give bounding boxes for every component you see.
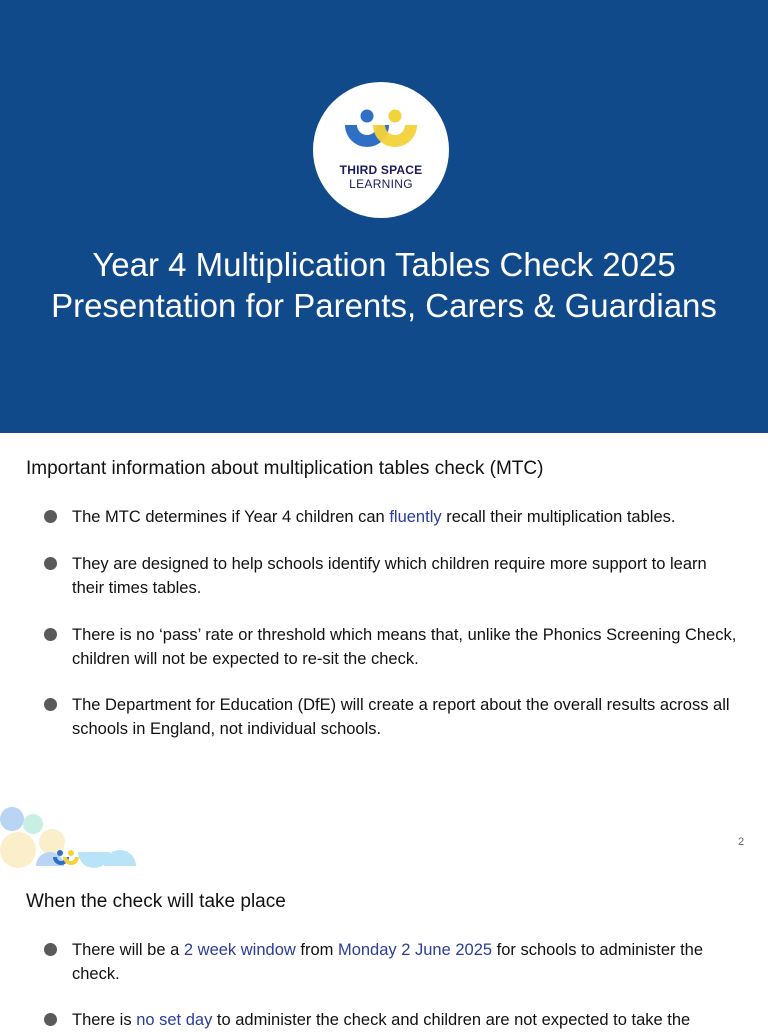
presentation-title bbox=[0, 244, 768, 326]
bullet-text-run: recall their multiplication tables. bbox=[441, 508, 676, 526]
slide-2-bullet-text bbox=[72, 552, 737, 600]
decorative-shapes-logo-icon bbox=[0, 802, 140, 868]
page-number: 2 bbox=[738, 836, 745, 848]
slide-2-bullet-text bbox=[72, 623, 737, 671]
highlighted-text: fluently bbox=[389, 508, 442, 526]
highlighted-text: 2 week window bbox=[183, 941, 296, 959]
bullet-dot-icon bbox=[44, 557, 57, 570]
bullet-dot-icon bbox=[44, 510, 57, 523]
slide-2-bullet-text bbox=[72, 505, 737, 529]
bullet-text-run: to administer the check and children are not expected to take the bbox=[212, 1011, 691, 1029]
highlighted-text: no set day bbox=[136, 1011, 213, 1029]
highlighted-text: Monday 2 June 2025 bbox=[337, 941, 493, 959]
bullet-text-run: There is no ‘pass’ rate or threshold which means that, unlike the Phonics Screening Check, children will not be expected to re-sit the check. bbox=[72, 626, 737, 668]
logo-badge bbox=[313, 82, 449, 218]
bullet-text-run: The Department for Education (DfE) will create a report about the overall results across all schools in England, not individual schools. bbox=[72, 696, 730, 738]
slide-3-heading: When the check will take place bbox=[26, 891, 286, 912]
logo-wordmark-line2: LEARNING bbox=[349, 177, 413, 191]
bullet-dot-icon bbox=[44, 628, 57, 641]
bullet-text-run: The MTC determines if Year 4 children can bbox=[72, 508, 390, 526]
title-slide bbox=[0, 0, 768, 433]
slide-2-heading: Important information about multiplication tables check (MTC) bbox=[26, 458, 544, 479]
title-line-1: Year 4 Multiplication Tables Check 2025 bbox=[92, 246, 676, 283]
bullet-dot-icon bbox=[44, 1013, 57, 1026]
bullet-text-run: They are designed to help schools identify which children require more support to learn their times tables. bbox=[72, 555, 707, 597]
bullet-text-run: There will be a bbox=[72, 941, 184, 959]
slide-3-bullet-text bbox=[72, 938, 737, 986]
bullet-text-run: from bbox=[295, 941, 338, 959]
third-space-learning-logo-icon bbox=[343, 108, 419, 160]
bullet-text-run: There is bbox=[72, 1011, 137, 1029]
bullet-text-run: for schools to administer the check. bbox=[72, 941, 704, 983]
bullet-dot-icon bbox=[44, 698, 57, 711]
slide-3-bullet-text bbox=[72, 1008, 737, 1032]
logo-wordmark-line1: THIRD SPACE bbox=[339, 163, 423, 177]
bullet-dot-icon bbox=[44, 943, 57, 956]
title-line-2: Presentation for Parents, Carers & Guardians bbox=[51, 287, 717, 324]
slide-2-bullet-text bbox=[72, 693, 737, 741]
